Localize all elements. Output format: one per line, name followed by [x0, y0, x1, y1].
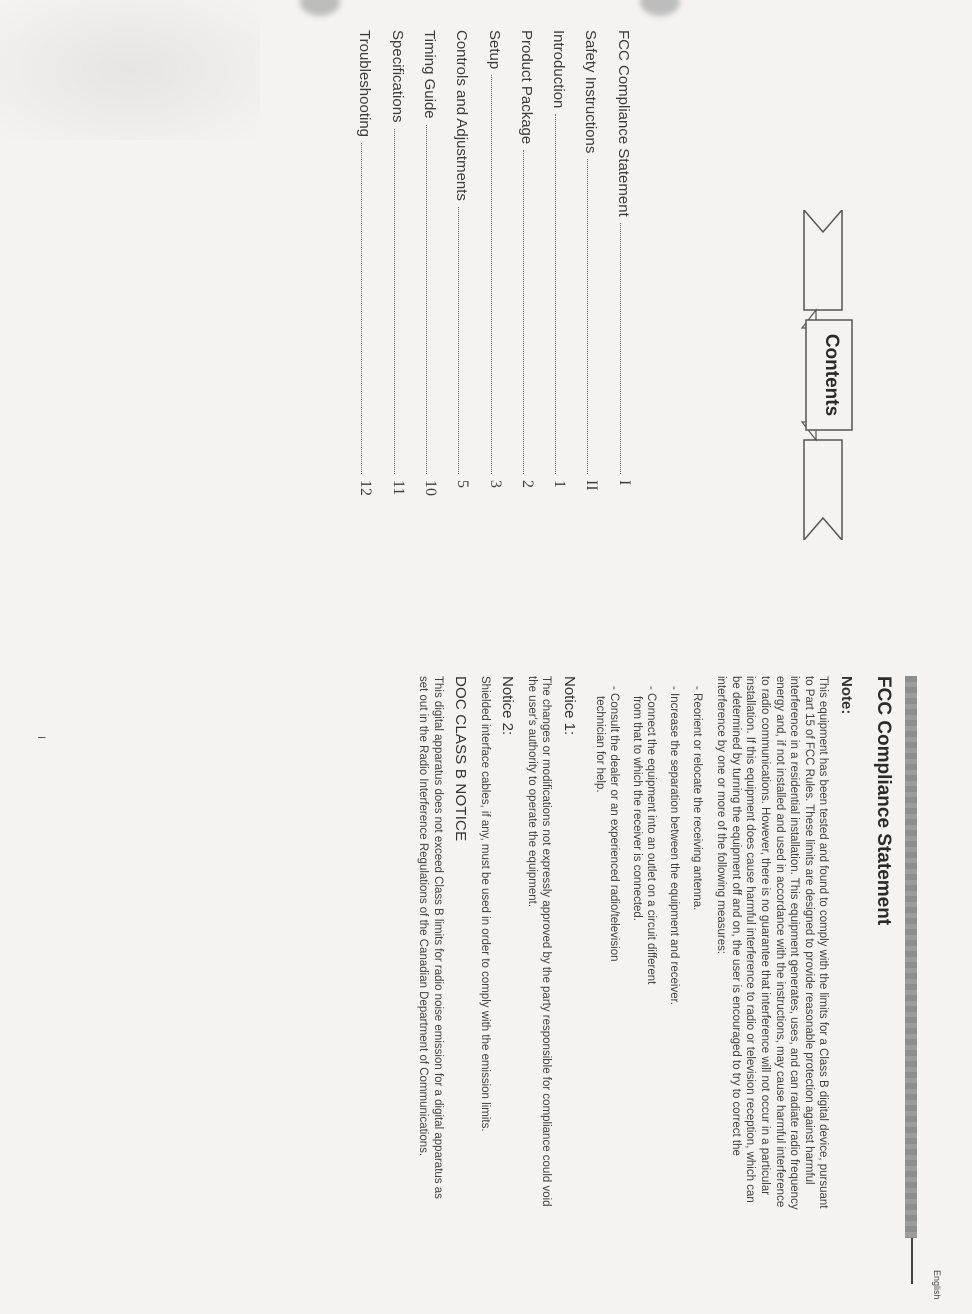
dot-leader	[394, 129, 396, 474]
doc-heading: DOC CLASS B NOTICE	[452, 676, 470, 842]
notice2-text: Shielded interface cables, if any, must be used in order to comply with the emission limits.	[478, 676, 491, 1132]
toc-entry-page: I	[615, 480, 633, 486]
toc-entry-page: II	[583, 480, 601, 491]
notice1-text: The changes or modifications not expressly approved by the party responsible for compliance could void the user's authority to operate the equipment.	[525, 676, 553, 1207]
toc-entry-label: Introduction	[550, 30, 568, 109]
list-item	[592, 686, 621, 1216]
toc-entry[interactable]	[486, 30, 518, 500]
list-item	[629, 686, 658, 1216]
toc-entry-page: 3	[486, 480, 504, 488]
note-text: This equipment has been tested and found to comply with the limits for a Class B digital device, pursuant to Part 15 of FCC Rules. These limits are designed to provide reasonable protection against harmful interference in a residential installation. This equipment generates, uses, and can radiate radio frequency energy and, if not installed and used in accordance with the instructions, may cause harmful interference to radio communications. However, there is no guarantee that interference will not occur in a particular installation. If this equipment does cause harmful interference to radio or television reception, which can be determined by turning the equipment off and on, the user is encouraged to try to correct the interference by one or more of the following measures:	[715, 676, 830, 1210]
measure-line: - Reorient or relocate the receiving antenna.	[690, 686, 703, 911]
toc-entry-page: 12	[357, 480, 375, 496]
measure-line: - Increase the separation between the equipment and receiver.	[668, 686, 681, 1006]
toc-entry[interactable]	[421, 30, 453, 500]
toc-entry-label: Setup	[485, 30, 503, 70]
notice1-heading: Notice 1:	[561, 676, 579, 736]
toc-entry[interactable]	[389, 30, 421, 500]
dot-leader	[426, 125, 428, 474]
note-heading: Note:	[838, 676, 855, 715]
toc-entry[interactable]	[453, 30, 485, 500]
toc-entry-label: Troubleshooting	[356, 30, 374, 138]
dot-leader	[523, 150, 525, 474]
measure-continuation: from that to which the receiver is connected.	[630, 696, 643, 921]
table-of-contents	[356, 30, 647, 500]
measure-line: - Connect the equipment into an outlet on a circuit different	[645, 686, 658, 985]
contents-banner	[784, 210, 860, 540]
fcc-title: FCC Compliance Statement	[873, 676, 894, 926]
list-item	[689, 686, 704, 1216]
notice2-heading: Notice 2:	[499, 676, 517, 736]
toc-entry-page: 1	[551, 480, 569, 488]
header-bar	[905, 676, 917, 1238]
measure-continuation: technician for help.	[593, 696, 606, 793]
dot-leader	[587, 159, 589, 474]
header-rule	[911, 1238, 913, 1284]
toc-entry-label: FCC Compliance Statement	[614, 30, 632, 217]
contents-section	[0, 0, 972, 640]
language-label: English	[932, 1270, 942, 1300]
toc-entry-label: Controls and Adjustments	[453, 30, 471, 201]
toc-entry[interactable]	[550, 30, 582, 500]
page-number: I	[35, 736, 47, 740]
toc-entry[interactable]	[518, 30, 550, 500]
toc-entry-page: 10	[421, 480, 439, 496]
toc-entry-label: Safety Instructions	[582, 30, 600, 154]
doc-text: This digital apparatus does not exceed Class B limits for radio noise emission for a digital apparatus as set out in the Radio Interference Regulations of the Canadian Department of Communications.	[416, 676, 444, 1199]
dot-leader	[361, 143, 363, 474]
toc-entry[interactable]	[356, 30, 388, 500]
dot-leader	[491, 75, 493, 474]
dot-leader	[620, 223, 622, 474]
dot-leader	[555, 114, 557, 474]
toc-entry-label: Timing Guide	[420, 30, 438, 119]
fcc-section	[0, 676, 972, 1300]
toc-entry-page: 11	[389, 480, 407, 496]
toc-entry-label: Product Package	[517, 30, 535, 145]
dot-leader	[458, 207, 460, 474]
measure-line: - Consult the dealer or an experienced radio/television	[608, 686, 621, 962]
toc-entry-page: 2	[518, 480, 536, 488]
toc-entry[interactable]	[582, 30, 614, 500]
toc-entry-label: Specifications	[388, 30, 406, 123]
contents-title: Contents	[821, 333, 842, 417]
fcc-body	[405, 676, 857, 1216]
toc-entry[interactable]	[615, 30, 647, 500]
measures-list	[592, 676, 704, 1216]
toc-entry-page: 5	[454, 480, 472, 488]
list-item	[666, 686, 681, 1216]
